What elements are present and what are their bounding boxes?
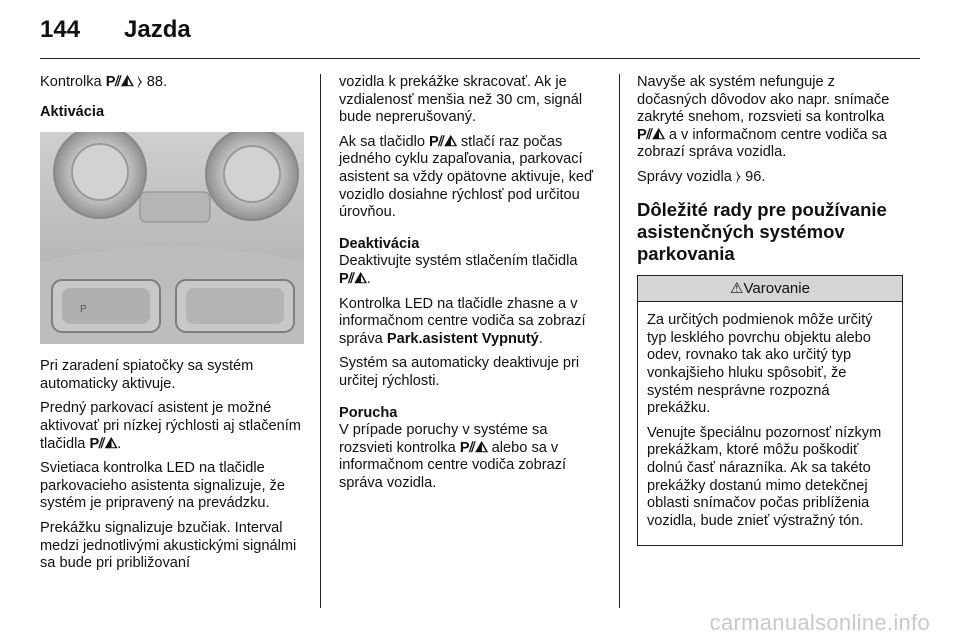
paragraph: Svietiaca kontrolka LED na tlačidle parkovacieho asistenta signalizuje, že systém je pripravený na prevádzku.: [40, 460, 285, 512]
page-header: [40, 16, 920, 56]
cross-reference-icon: ⧽: [735, 168, 742, 185]
warning-box: [637, 275, 903, 547]
column-middle: [339, 74, 605, 499]
header-divider: [40, 58, 920, 59]
column-divider: [320, 74, 321, 608]
section-heading-activation: Aktivácia: [40, 103, 105, 120]
paragraph: Ak sa tlačidlo P⫽◭ stlačí raz počas jedného cyklu zapaľovania, parkovací asistent sa vždy opätovne aktivuje, keď vozidlo dosiahne rýchlosť pod určitou úrovňou.: [339, 133, 593, 221]
warning-header: [638, 276, 902, 303]
paragraph: Kontrolka P⫽◭ ⧽ 88.: [40, 74, 167, 90]
warning-paragraph: Za určitých podmienok môže určitý typ lesklého povrchu objektu alebo odev, rovnako tak ako určitý typ vonkajšieho hluku spôsobiť, že systém nesprávne rozpozná prekážku.: [647, 312, 873, 417]
paragraph: Pri zaradení spiatočky sa systém automaticky aktivuje.: [40, 358, 254, 392]
column-right: [637, 74, 903, 546]
warning-title: Varovanie: [743, 279, 810, 297]
section-heading-fault: Porucha: [339, 404, 398, 421]
park-assist-symbol: P⫽◭: [429, 133, 457, 150]
park-button-label: P: [80, 304, 87, 316]
paragraph: Systém sa automaticky deaktivuje pri určitej rýchlosti.: [339, 355, 580, 389]
paragraph: vozidla k prekážke skracovať. Ak je vzdialenosť menšia než 30 cm, signál bude neprerušovaný.: [339, 74, 583, 126]
park-assist-symbol: P⫽◭: [105, 74, 134, 90]
section-heading-tips: Dôležité rady pre používanie asistenčných systémov parkovania: [637, 198, 887, 264]
paragraph: Prekážku signalizuje bzučiak. Interval medzi jednotlivými akustickými signálmi sa bude pri približovaní: [40, 519, 297, 572]
watermark: carmanualsonline.info: [709, 610, 930, 635]
paragraph: V prípade poruchy v systéme sa rozsvieti kontrolka P⫽◭ alebo sa v informačnom centre vodiča zobrazí správa vozidla.: [339, 422, 567, 491]
dashboard-switch-panel-image: [40, 132, 304, 344]
section-heading-deactivation: Deaktivácia: [339, 235, 420, 252]
paragraph: Správy vozidla ⧽ 96.: [637, 168, 766, 185]
column-left: [40, 74, 306, 580]
page-number: 144: [40, 16, 81, 43]
warning-triangle-icon: ⚠: [730, 279, 744, 297]
warning-body: [638, 302, 902, 545]
running-title: Jazda: [124, 16, 191, 43]
paragraph: Kontrolka LED na tlačidle zhasne a v informačnom centre vodiča sa zobrazí správa Park.asistent Vypnutý.: [339, 295, 586, 347]
parking-button-illustration: [40, 132, 304, 344]
paragraph: Deaktivujte systém stlačením tlačidla P⫽◭.: [339, 253, 578, 287]
park-assist-symbol: P⫽◭: [459, 439, 488, 456]
paragraph: Navyše ak systém nefunguje z dočasných dôvodov ako napr. snímače zakryté snehom, rozsvieti sa kontrolka P⫽◭ a v informačnom centre vodiča sa zobrazí správa vozidla.: [637, 74, 890, 161]
park-assist-symbol: P⫽◭: [339, 270, 367, 287]
display-message: Park.asistent Vypnutý: [386, 330, 539, 347]
park-assist-symbol: P⫽◭: [89, 435, 118, 452]
cross-reference-icon: ⧽: [137, 74, 143, 90]
park-assist-symbol: P⫽◭: [637, 126, 665, 143]
warning-paragraph: Venujte špeciálnu pozornosť nízkym prekážkam, ktoré môžu poškodiť dolnú časť nárazníka. Ak sa takéto prekážky dostanú mimo detekčnej oblasti snímačov počas priblíženia vozidla, bude znieť výstražný tón.: [647, 424, 882, 529]
column-divider: [619, 74, 620, 608]
paragraph: Predný parkovací asistent je možné aktivovať pri nízkej rýchlosti aj stlačením tlačidla P⫽◭.: [40, 400, 301, 452]
